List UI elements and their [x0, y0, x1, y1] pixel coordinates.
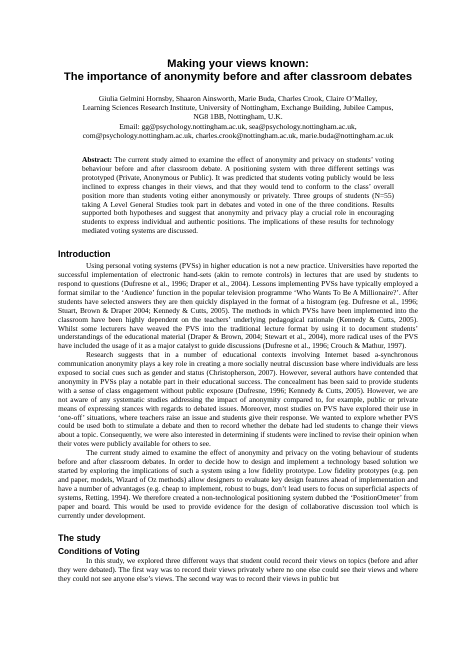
title-line-2: The importance of anonymity before and after classroom debates	[63, 71, 413, 83]
intro-paragraph-1: Using personal voting systems (PVSs) in higher education is not a new practice. Universities have reported the successful implementation of electronic hand-sets (akin to remote controls) in lectures that are used by students to respond to questions (Dufresne et al., 1996; Draper et al., 2004). Lessons implementing PVSs have typically employed a format similar to the ‘Audience’ function in the popular television programme ‘Who Wants To Be A Millionaire?’. After students have selected answers they are then quickly displayed in the format of a histogram (eg. Dufresne et al., 1996; Stuart, Brown & Draper 2004; Kennedy & Cutts, 2005). The methods in which PVSs have been implemented into the classroom have been highly dependent on the teachers’ underlying pedagogical rationale (Kennedy & Cutts, 2005). Whilst some lecturers have weaved the PVS into the traditional lecture format by using it to document students’ understandings of the educational material (Draper & Brown, 2004; Stewart et al., 2004), more radical uses of the PVS have included the usage of it as a major catalyst to guide discussions (Dufresne et al., 1996; Crouch & Mathur, 1997).	[58, 261, 418, 351]
section-heading-introduction: Introduction	[58, 249, 111, 260]
conditions-paragraph-1: In this study, we explored three different ways that student could record their views on topics (before and after they were debated). The first way was to record their views privately where no one else could see their views and where they could not see anyone else’s views. The second way was to record their views in public but	[58, 556, 418, 584]
affiliation-line-2: NG8 1BB, Nottingham, U.K.	[193, 112, 283, 122]
authors-line: Giulia Gelmini Hornsby, Shaaron Ainsworth, Marie Buda, Charles Crook, Claire O’Malley,	[98, 94, 378, 103]
email-line-2: com@psychology.nottingham.ac.uk, charles.crook@nottingham.ac.uk, marie.buda@nottingham.ac.uk	[82, 130, 394, 140]
affiliation-line-1: Learning Sciences Research Institute, University of Nottingham, Exchange Building, Jubilee Campus,	[82, 103, 394, 113]
section-heading-study: The study	[58, 533, 101, 544]
abstract-text: The current study aimed to examine the effect of anonymity and privacy on students’ voting behaviour before and after classroom debate. A positioning system with three different settings was prototyped (Private, Anonymous or Public). It was predicted that students voting publicly would be less inclined to express changes in their views, and that they would tend to conform to the class’ overall position more than students voting either anonymously or privately. Three groups of students (N=55) taking A Level General Studies took part in debates and voted in one of the three conditions. Results supported both hypotheses and suggest that anonymity and privacy play a crucial role in encouraging students to express individual and authentic positions. The implications of these results for technology mediated voting systems are discussed.	[82, 155, 394, 236]
subsection-heading-conditions: Conditions of Voting	[58, 546, 140, 557]
intro-paragraph-3: The current study aimed to examine the effect of anonymity and privacy on the voting behaviour of students before and after classroom debates. In order to decide how to design and implement a technology based solution we started by exploring the implications of such a system using a low fidelity prototype. Low fidelity prototypes (e.g. pen and paper, models, Wizard of Oz methods) allow designers to evaluate key design features ahead of implementation and have a number of advantages (e.g. cheap to implement, robust to bugs, don’t lead users to focus on superficial aspects of systems, Retting, 1994). We therefore created a non-technological positioning system dubbed the ‘PositionOmeter’ from paper and board. This would be used to provide evidence for the design of collaborative discussion tool which is currently under development.	[58, 448, 418, 520]
abstract	[82, 156, 394, 236]
abstract-label: Abstract:	[82, 155, 112, 165]
title-line-1: Making your views known:	[167, 58, 309, 70]
intro-paragraph-2: Research suggests that in a number of educational contexts involving Internet based a-synchronous communication anonymity plays a key role in creating a more socially neutral discussion base where individuals are less exposed to social cues such as gender and status (Christopherson, 2007). However, several authors have contended that anonymity in PVSs play a notable part in their educational success. The concealment has been said to provide students with a sense of class engagement without public exposure (Dufresne, 1996; Kennedy & Cutts, 2005). However, we are not aware of any systematic studies addressing the impact of anonymity compared to, for example, public or private means of expressing stances with regards to debated issues. Moreover, most studies on PVS have explored their use in ‘one-off’ situations, where teachers raise an issue and students give their response. We wanted to explore whether PVS could be used both to stimulate a debate and then to record whether the debate had led students to change their views about a topic. Consequently, we were also interested in determining if students were inclined to revise their opinion when their votes were publicly available for others to see.	[58, 350, 418, 449]
author-block	[58, 94, 418, 140]
email-line-1: Email: gg@psychology.nottingham.ac.uk, sea@psychology.nottingham.ac.uk,	[119, 121, 357, 131]
paper-title	[58, 58, 418, 84]
